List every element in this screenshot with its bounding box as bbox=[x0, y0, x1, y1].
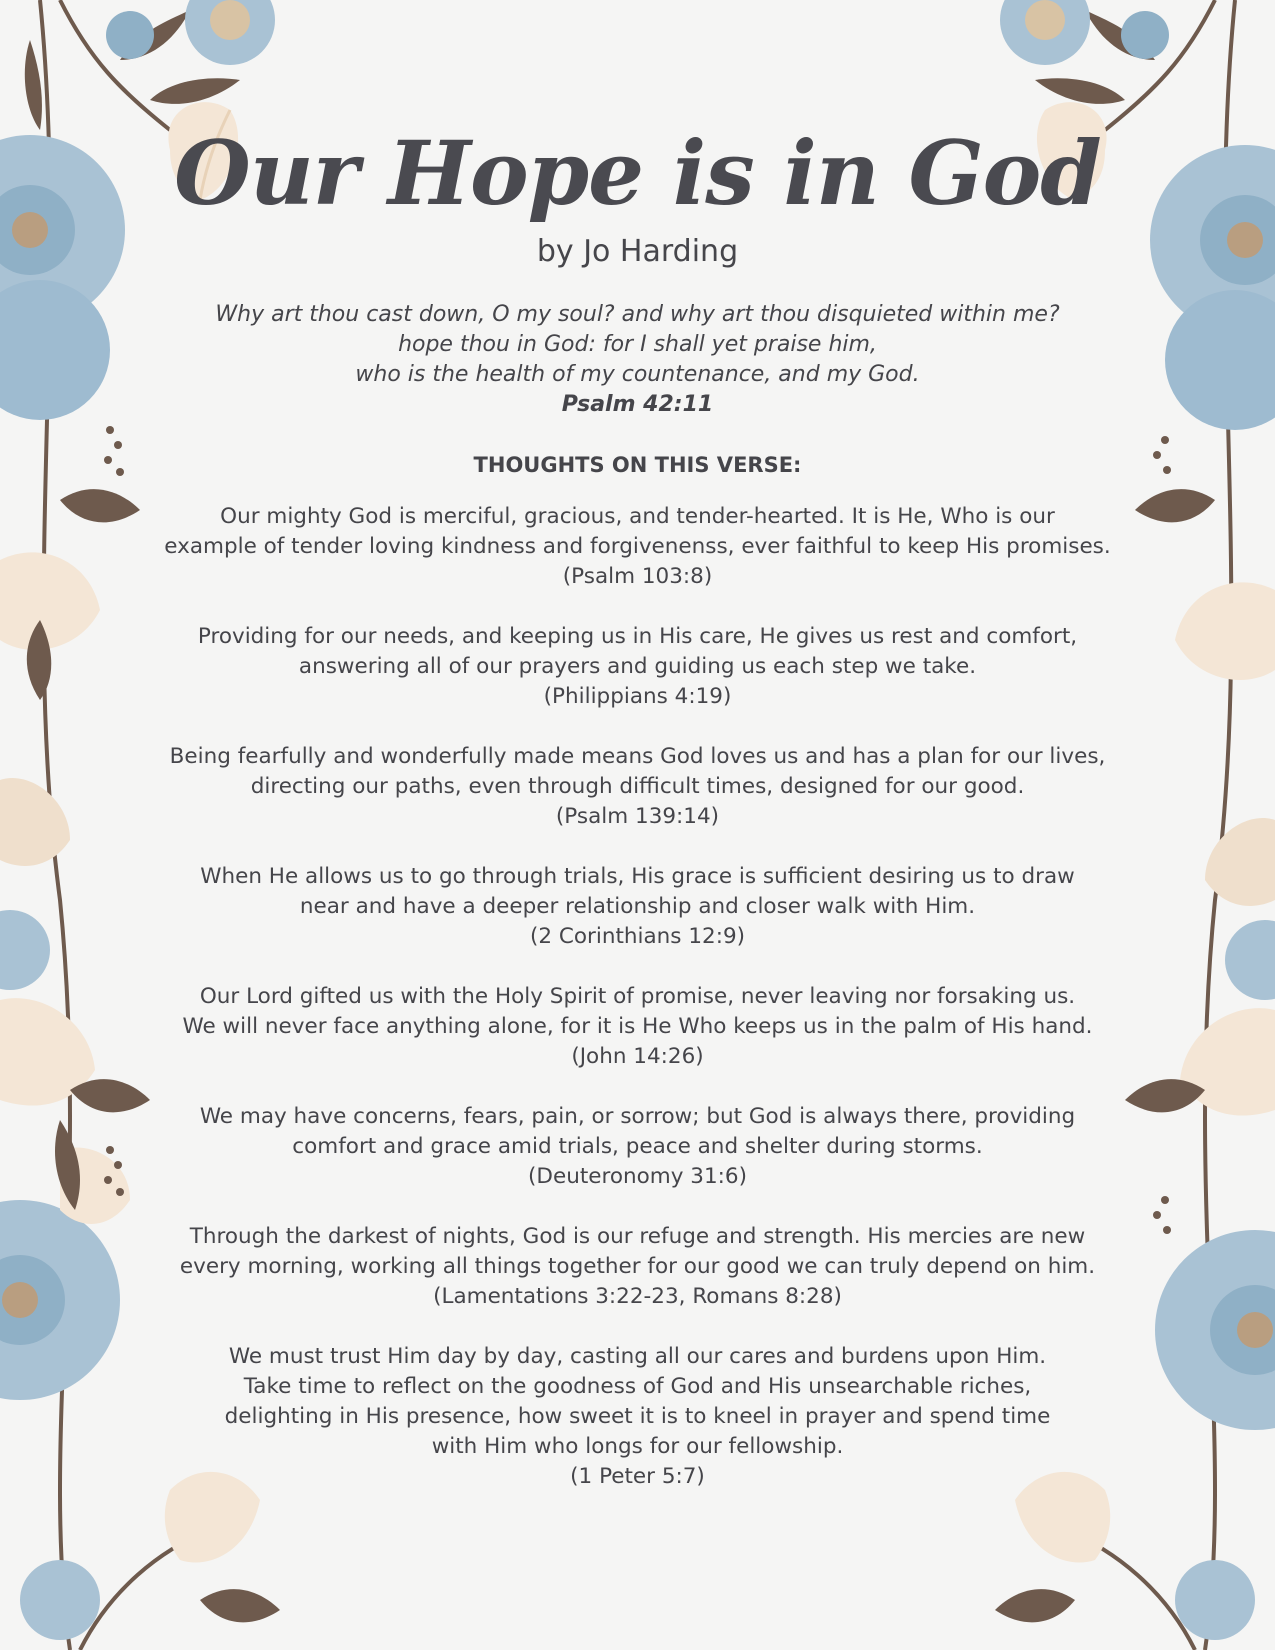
page-title: Our Hope is in God bbox=[174, 121, 1101, 225]
thought-reference: (Psalm 103:8) bbox=[562, 564, 713, 589]
cream-flower-icon bbox=[0, 552, 130, 1224]
scripture-verse bbox=[120, 300, 1155, 420]
thought-line: answering all of our prayers and guiding us each step we take. bbox=[298, 654, 977, 679]
thought-line: comfort and grace amid trials, peace and shelter during storms. bbox=[292, 1134, 983, 1159]
thought-reference: (2 Corinthians 12:9) bbox=[529, 924, 746, 949]
thought-reference: (Lamentations 3:22-23, Romans 8:28) bbox=[433, 1284, 842, 1309]
thought-paragraph bbox=[120, 742, 1155, 832]
thought-reference: (Psalm 139:14) bbox=[555, 804, 720, 829]
thoughts-list bbox=[120, 502, 1155, 1492]
thought-line: We will never face anything alone, for it is He Who keeps us in the palm of His hand. bbox=[182, 1014, 1093, 1039]
thought-line: Being fearfully and wonderfully made means God loves us and has a plan for our lives, bbox=[169, 744, 1106, 769]
thought-paragraph bbox=[120, 1342, 1155, 1492]
thought-paragraph bbox=[120, 502, 1155, 592]
thought-reference: (Deuteronomy 31:6) bbox=[528, 1164, 747, 1189]
section-heading: THOUGHTS ON THIS VERSE: bbox=[473, 453, 802, 477]
thought-paragraph bbox=[120, 1102, 1155, 1192]
thought-line: We may have concerns, fears, pain, or sorrow; but God is always there, providing bbox=[199, 1104, 1076, 1129]
thought-line: We must trust Him day by day, casting all our cares and burdens upon Him. bbox=[228, 1344, 1047, 1369]
thought-line: When He allows us to go through trials, His grace is sufficient desiring us to draw bbox=[200, 864, 1075, 889]
thought-line: Our mighty God is merciful, gracious, and tender-hearted. It is He, Who is our bbox=[220, 504, 1055, 529]
verse-line: Why art thou cast down, O my soul? and why art thou disquieted within me? bbox=[215, 302, 1060, 327]
thought-line: Our Lord gifted us with the Holy Spirit of promise, never leaving nor forsaking us. bbox=[199, 984, 1076, 1009]
thought-paragraph bbox=[120, 1222, 1155, 1312]
thought-line: directing our paths, even through difficult times, designed for our good. bbox=[250, 774, 1025, 799]
thought-line: delighting in His presence, how sweet it is to kneel in prayer and spend time bbox=[224, 1404, 1051, 1429]
thought-line: example of tender loving kindness and forgivenenss, ever faithful to keep His promises. bbox=[164, 534, 1111, 559]
author-byline: by Jo Harding bbox=[536, 234, 739, 269]
thought-line: Providing for our needs, and keeping us in His care, He gives us rest and comfort, bbox=[197, 624, 1078, 649]
thought-paragraph bbox=[120, 622, 1155, 712]
thought-paragraph bbox=[120, 982, 1155, 1072]
thought-line: near and have a deeper relationship and closer walk with Him. bbox=[299, 894, 976, 919]
thought-paragraph bbox=[120, 862, 1155, 952]
thought-reference: (John 14:26) bbox=[571, 1044, 704, 1069]
thought-line: Take time to reflect on the goodness of God and His unsearchable riches, bbox=[243, 1374, 1032, 1399]
thought-reference: (Philippians 4:19) bbox=[543, 684, 732, 709]
verse-reference: Psalm 42:11 bbox=[561, 392, 714, 417]
verse-line: who is the health of my countenance, and my God. bbox=[355, 362, 920, 387]
thought-line: with Him who longs for our fellowship. bbox=[431, 1434, 844, 1459]
document-body bbox=[120, 118, 1155, 1522]
thought-reference: (1 Peter 5:7) bbox=[570, 1464, 705, 1489]
thought-line: every morning, working all things together for our good we can truly depend on him. bbox=[179, 1254, 1096, 1279]
thought-line: Through the darkest of nights, God is our refuge and strength. His mercies are new bbox=[189, 1224, 1086, 1249]
verse-line: hope thou in God: for I shall yet praise him, bbox=[398, 332, 877, 357]
